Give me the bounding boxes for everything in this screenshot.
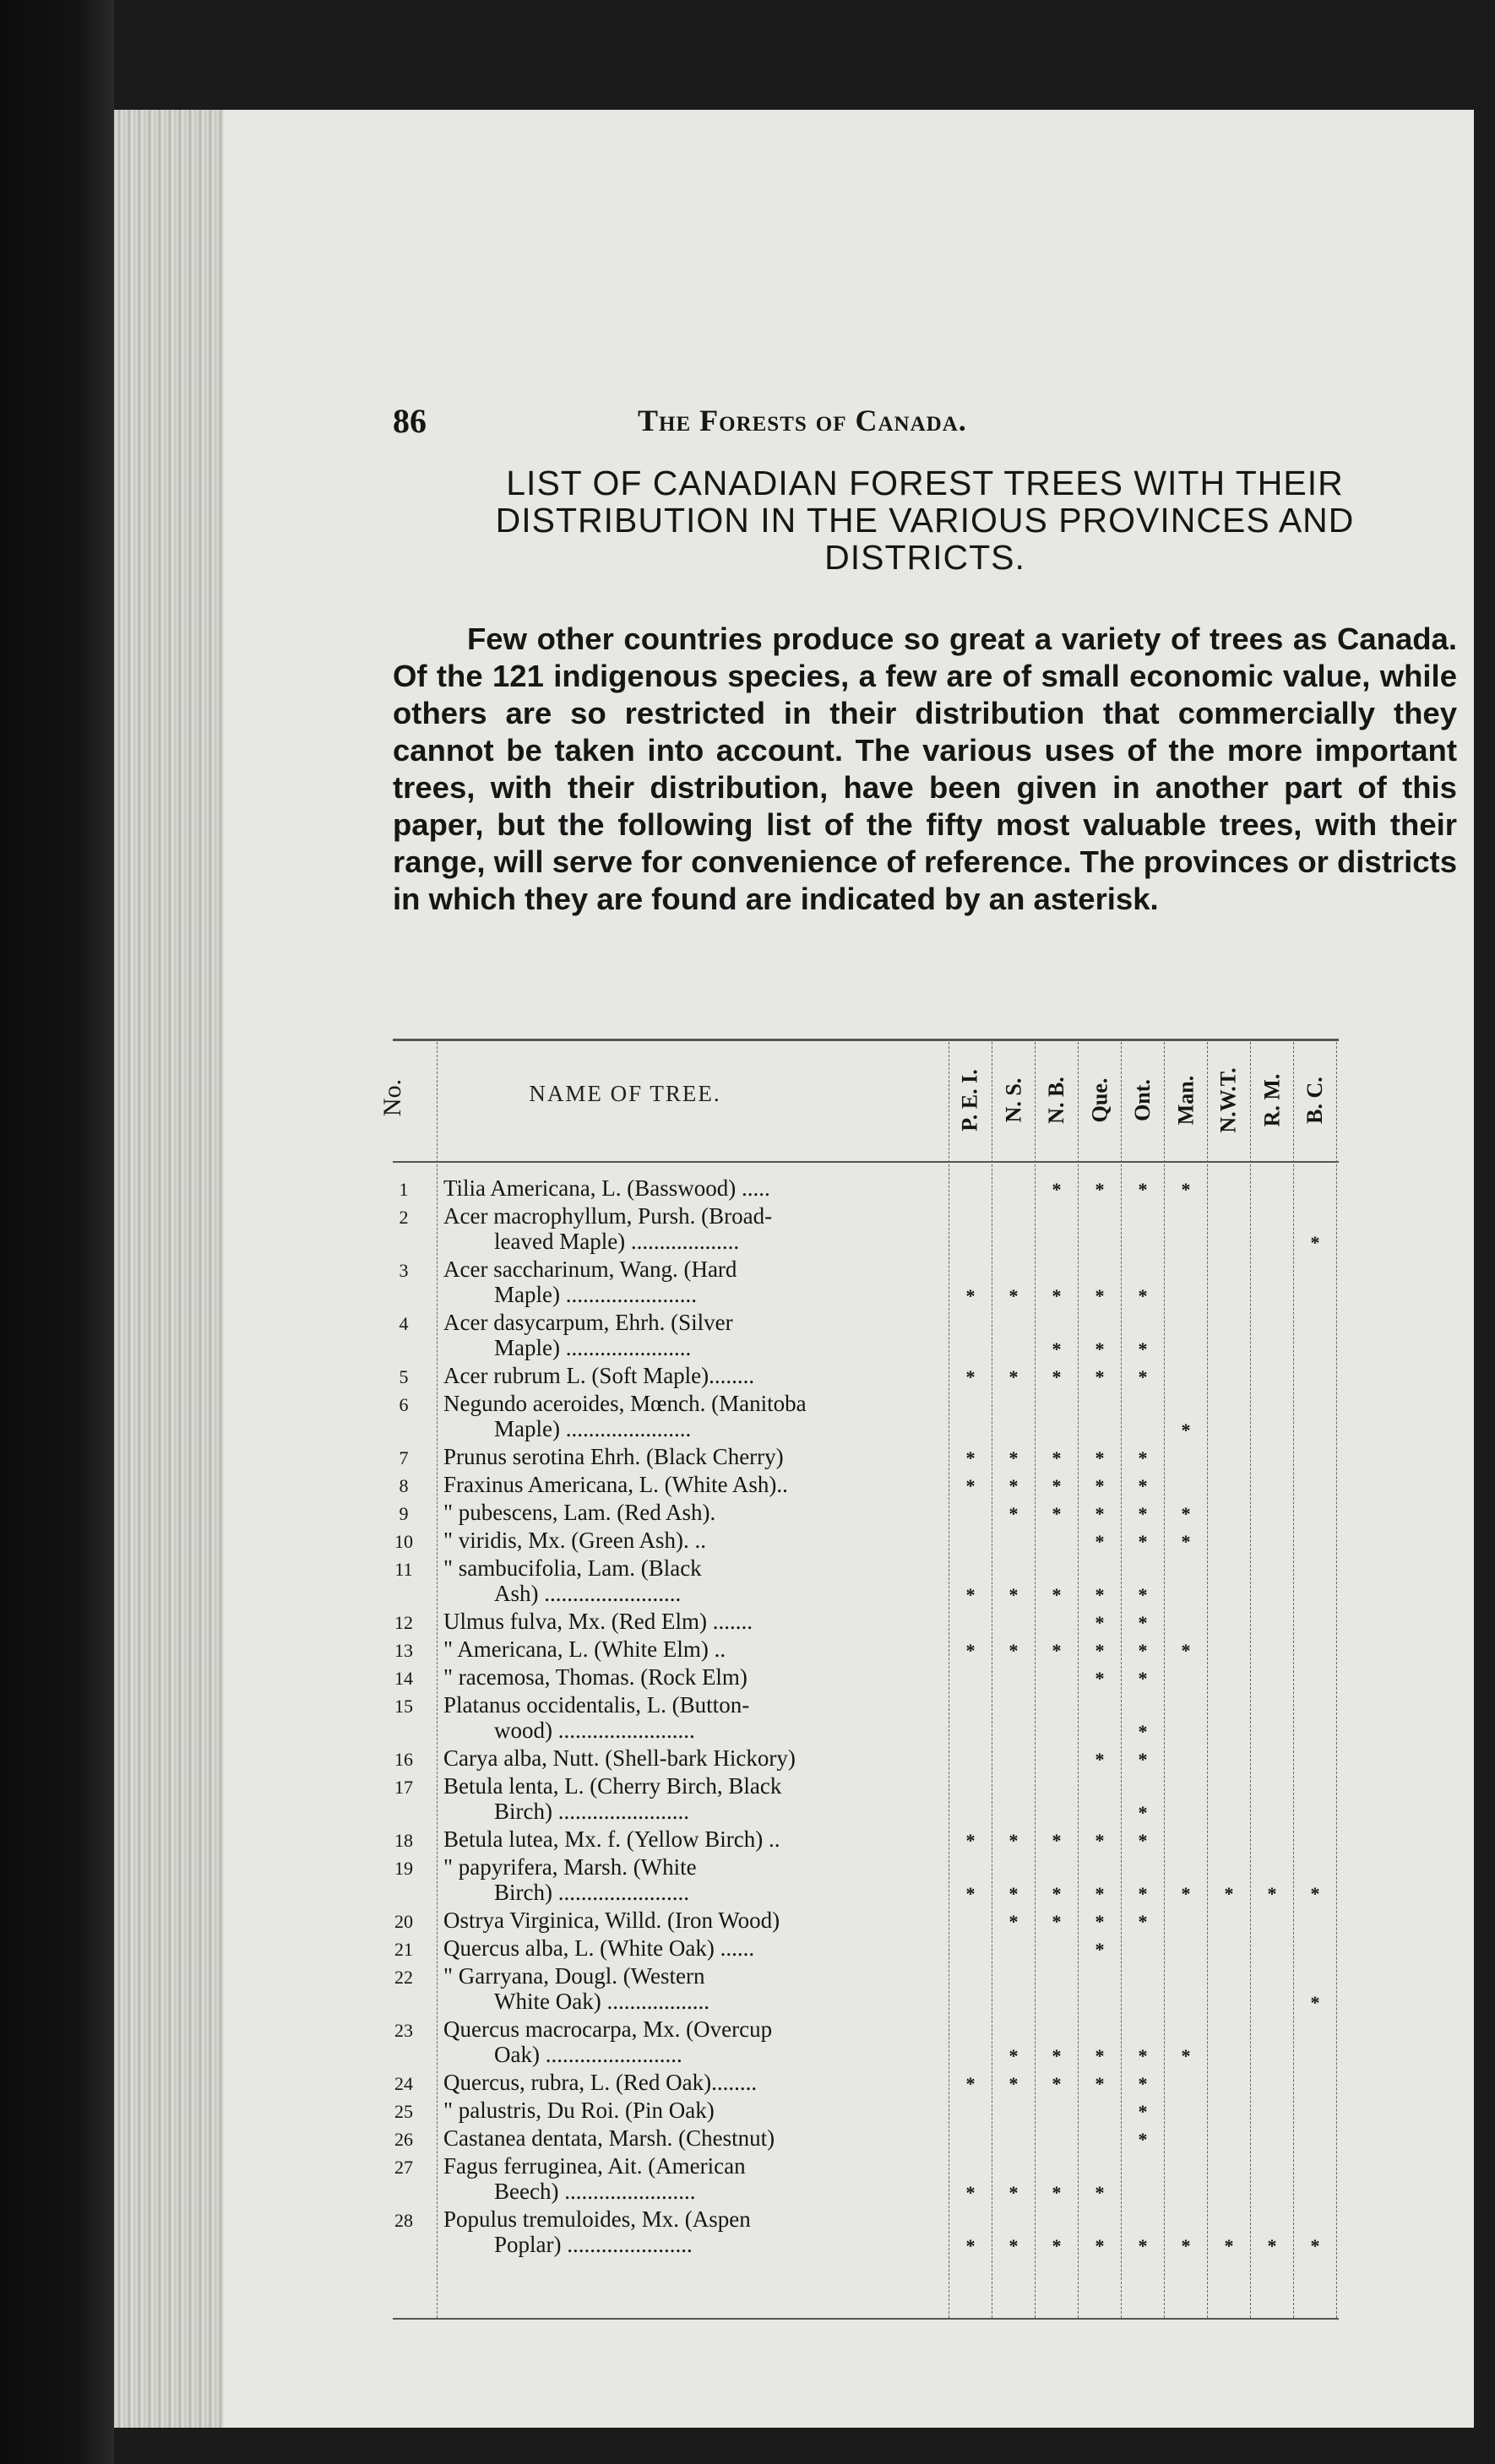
distribution-asterisk: * bbox=[1095, 1447, 1105, 1468]
distribution-asterisk: * bbox=[1008, 1503, 1019, 1524]
tree-name bbox=[443, 2125, 946, 2151]
distribution-asterisk: * bbox=[1008, 1830, 1019, 1851]
running-head bbox=[393, 401, 1457, 452]
tree-name bbox=[443, 2153, 946, 2204]
tree-name-line: Populus tremuloides, Mx. (Aspen bbox=[443, 2206, 751, 2232]
table-row bbox=[393, 2125, 1339, 2151]
tree-name bbox=[443, 2206, 946, 2257]
province-column-label: Que. bbox=[1087, 1077, 1112, 1122]
table-row bbox=[393, 1963, 1339, 2014]
distribution-asterisk: * bbox=[1181, 1179, 1191, 1200]
row-number: 5 bbox=[399, 1366, 409, 1387]
distribution-asterisk: * bbox=[1095, 2073, 1105, 2094]
tree-name-line: Quercus alba, L. (White Oak) ...... bbox=[443, 1935, 755, 1961]
tree-name bbox=[443, 1391, 946, 1441]
distribution-asterisk: * bbox=[1008, 1883, 1019, 1904]
table-row bbox=[393, 2206, 1339, 2257]
tree-name bbox=[443, 2070, 946, 2095]
province-column-label: N. B. bbox=[1044, 1076, 1068, 1124]
table-row bbox=[393, 1935, 1339, 1961]
tree-name-line: Ash) ........................ bbox=[494, 1581, 682, 1606]
province-column-header bbox=[1167, 1047, 1204, 1153]
province-column-header bbox=[1124, 1047, 1161, 1153]
province-column-label: N. S. bbox=[1001, 1077, 1025, 1122]
province-column-header bbox=[952, 1047, 989, 1153]
row-number: 26 bbox=[394, 2129, 413, 2150]
tree-name bbox=[443, 1773, 946, 1824]
row-number: 2 bbox=[399, 1207, 409, 1228]
tree-name bbox=[443, 1444, 946, 1469]
distribution-asterisk: * bbox=[1008, 2073, 1019, 2094]
page-binding-edge bbox=[114, 110, 224, 2428]
distribution-asterisk: * bbox=[1095, 2235, 1105, 2256]
province-column-header bbox=[1297, 1047, 1334, 1153]
distribution-asterisk: * bbox=[1181, 1883, 1191, 1904]
row-number: 15 bbox=[394, 1696, 413, 1717]
distribution-asterisk: * bbox=[965, 2235, 976, 2256]
tree-name-line: " Americana, L. (White Elm) .. bbox=[443, 1636, 726, 1662]
tree-name bbox=[443, 1636, 946, 1662]
tree-name bbox=[443, 1175, 946, 1201]
running-title: The Forests of Canada. bbox=[638, 404, 967, 437]
tree-name bbox=[443, 2098, 946, 2123]
distribution-asterisk: * bbox=[1267, 2235, 1277, 2256]
row-number: 16 bbox=[394, 1749, 413, 1770]
distribution-asterisk: * bbox=[1095, 1612, 1105, 1633]
distribution-asterisk: * bbox=[1138, 1285, 1148, 1306]
tree-name bbox=[443, 1826, 946, 1852]
distribution-asterisk: * bbox=[1008, 2045, 1019, 2066]
intro-paragraph: Few other countries produce so great a variety of trees as Canada. Of the 121 indigenous species, a few are of small economic value, while others are so restricted in their distribution that commercially they cannot be taken into account. The various uses of the more important trees, with their distribution, have been given in another part of this paper, but the following list of the fifty most valuable trees, with their range, will serve for convenience of reference. The provinces or districts in which they are found are indicated by an asterisk. bbox=[393, 621, 1457, 916]
distribution-asterisk: * bbox=[1310, 1883, 1320, 1904]
tree-name bbox=[443, 1664, 946, 1690]
province-column-header bbox=[995, 1047, 1032, 1153]
row-number: 23 bbox=[394, 2020, 413, 2041]
page-number: 86 bbox=[393, 402, 427, 440]
tree-name bbox=[443, 2016, 946, 2067]
distribution-asterisk: * bbox=[965, 1830, 976, 1851]
tree-name-line: " Garryana, Dougl. (Western bbox=[443, 1963, 705, 1989]
row-number: 13 bbox=[394, 1640, 413, 1661]
table-row bbox=[393, 1745, 1339, 1771]
tree-name bbox=[443, 1745, 946, 1771]
distribution-asterisk: * bbox=[1138, 1475, 1148, 1496]
tree-name bbox=[443, 1908, 946, 1933]
row-number: 22 bbox=[394, 1967, 413, 1988]
distribution-asterisk: * bbox=[1095, 2045, 1105, 2066]
tree-name bbox=[443, 1256, 946, 1307]
table-row bbox=[393, 1500, 1339, 1525]
distribution-asterisk: * bbox=[965, 1640, 976, 1661]
row-number: 20 bbox=[394, 1911, 413, 1932]
row-number: 8 bbox=[399, 1475, 409, 1496]
table-row bbox=[393, 2098, 1339, 2123]
tree-name-line: White Oak) .................. bbox=[494, 1989, 709, 2014]
distribution-asterisk: * bbox=[1052, 1475, 1062, 1496]
number-column-header: No. bbox=[378, 1078, 406, 1117]
distribution-asterisk: * bbox=[1052, 1911, 1062, 1932]
distribution-asterisk: * bbox=[1052, 2073, 1062, 2094]
distribution-asterisk: * bbox=[965, 1475, 976, 1496]
tree-name-line: Betula lutea, Mx. f. (Yellow Birch) .. bbox=[443, 1826, 780, 1852]
name-column-header: NAME OF TREE. bbox=[529, 1081, 721, 1106]
distribution-asterisk: * bbox=[1052, 1366, 1062, 1387]
province-column-label: Man. bbox=[1173, 1075, 1198, 1125]
tree-name bbox=[443, 1692, 946, 1743]
tree-name-line: Ulmus fulva, Mx. (Red Elm) ....... bbox=[443, 1609, 753, 1634]
tree-name bbox=[443, 1854, 946, 1905]
tree-name bbox=[443, 1963, 946, 2014]
table-row bbox=[393, 1636, 1339, 1662]
province-column-label: B. C. bbox=[1302, 1076, 1327, 1124]
tree-name-line: Acer saccharinum, Wang. (Hard bbox=[443, 1256, 737, 1282]
tree-name-line: Platanus occidentalis, L. (Button- bbox=[443, 1692, 750, 1718]
distribution-asterisk: * bbox=[1181, 2235, 1191, 2256]
province-column-header bbox=[1038, 1047, 1075, 1153]
tree-name-line: Birch) ....................... bbox=[494, 1799, 689, 1824]
tree-name-line: Quercus, rubra, L. (Red Oak)........ bbox=[443, 2070, 758, 2095]
table-top-rule bbox=[393, 1039, 1339, 1041]
distribution-asterisk: * bbox=[965, 1883, 976, 1904]
distribution-asterisk: * bbox=[1138, 2073, 1148, 2094]
distribution-asterisk: * bbox=[1052, 1584, 1062, 1605]
distribution-asterisk: * bbox=[1052, 1640, 1062, 1661]
table-header-rule bbox=[393, 1161, 1339, 1163]
distribution-asterisk: * bbox=[1008, 1447, 1019, 1468]
row-number: 10 bbox=[394, 1531, 413, 1552]
distribution-asterisk: * bbox=[1095, 2182, 1105, 2203]
distribution-asterisk: * bbox=[1138, 1179, 1148, 1200]
distribution-asterisk: * bbox=[1181, 1531, 1191, 1552]
table-row bbox=[393, 2070, 1339, 2095]
table-row bbox=[393, 1908, 1339, 1933]
table-row bbox=[393, 1664, 1339, 1690]
distribution-asterisk: * bbox=[1138, 1503, 1148, 1524]
tree-name-line: wood) ........................ bbox=[494, 1718, 695, 1743]
tree-name bbox=[443, 1310, 946, 1360]
distribution-asterisk: * bbox=[1138, 2101, 1148, 2122]
distribution-asterisk: * bbox=[1095, 1830, 1105, 1851]
tree-name-line: Oak) ........................ bbox=[494, 2042, 682, 2067]
row-number: 4 bbox=[399, 1313, 409, 1334]
distribution-asterisk: * bbox=[1267, 1883, 1277, 1904]
distribution-asterisk: * bbox=[965, 1285, 976, 1306]
distribution-asterisk: * bbox=[965, 2073, 976, 2094]
distribution-asterisk: * bbox=[1052, 1179, 1062, 1200]
distribution-asterisk: * bbox=[1138, 1366, 1148, 1387]
row-number: 12 bbox=[394, 1612, 413, 1633]
tree-name-line: leaved Maple) ................... bbox=[494, 1229, 740, 1254]
table-bottom-rule bbox=[393, 2318, 1339, 2320]
tree-name-line: Fagus ferruginea, Ait. (American bbox=[443, 2153, 746, 2179]
table-row bbox=[393, 1609, 1339, 1634]
distribution-asterisk: * bbox=[1138, 1584, 1148, 1605]
distribution-asterisk: * bbox=[1052, 1883, 1062, 1904]
table-row bbox=[393, 1256, 1339, 1307]
tree-name bbox=[443, 1472, 946, 1497]
tree-name bbox=[443, 1609, 946, 1634]
row-number: 28 bbox=[394, 2210, 413, 2231]
distribution-asterisk: * bbox=[1138, 1830, 1148, 1851]
distribution-asterisk: * bbox=[1008, 1475, 1019, 1496]
province-column-header bbox=[1210, 1047, 1248, 1153]
province-column-label: R. M. bbox=[1259, 1073, 1285, 1126]
distribution-asterisk: * bbox=[1095, 1531, 1105, 1552]
distribution-asterisk: * bbox=[1095, 1584, 1105, 1605]
table-row bbox=[393, 1555, 1339, 1606]
distribution-asterisk: * bbox=[1138, 1612, 1148, 1633]
distribution-asterisk: * bbox=[1138, 1640, 1148, 1661]
tree-name-line: " papyrifera, Marsh. (White bbox=[443, 1854, 697, 1880]
scan-background bbox=[0, 0, 114, 2464]
distribution-asterisk: * bbox=[965, 1447, 976, 1468]
tree-name-line: " pubescens, Lam. (Red Ash). bbox=[443, 1500, 716, 1525]
distribution-asterisk: * bbox=[1052, 1830, 1062, 1851]
distribution-asterisk: * bbox=[1095, 1338, 1105, 1360]
tree-name-line: Tilia Americana, L. (Basswood) ..... bbox=[443, 1175, 770, 1201]
table-row bbox=[393, 1773, 1339, 1824]
distribution-asterisk: * bbox=[1138, 1911, 1148, 1932]
tree-name bbox=[443, 1363, 946, 1388]
distribution-asterisk: * bbox=[1052, 2045, 1062, 2066]
province-column-header bbox=[1253, 1047, 1291, 1153]
tree-name bbox=[443, 1500, 946, 1525]
distribution-asterisk: * bbox=[1008, 1640, 1019, 1661]
distribution-asterisk: * bbox=[1181, 1419, 1191, 1441]
distribution-asterisk: * bbox=[1052, 2235, 1062, 2256]
distribution-asterisk: * bbox=[1310, 2235, 1320, 2256]
distribution-asterisk: * bbox=[1138, 1802, 1148, 1823]
tree-name bbox=[443, 1528, 946, 1553]
tree-name-line: " palustris, Du Roi. (Pin Oak) bbox=[443, 2098, 715, 2123]
distribution-asterisk: * bbox=[1181, 1503, 1191, 1524]
tree-name bbox=[443, 1555, 946, 1606]
province-column-label: P. E. I. bbox=[958, 1068, 982, 1132]
row-number: 21 bbox=[394, 1939, 413, 1960]
table-row bbox=[393, 1363, 1339, 1388]
table-row bbox=[393, 1826, 1339, 1852]
distribution-asterisk: * bbox=[1095, 1366, 1105, 1387]
distribution-asterisk: * bbox=[1138, 1749, 1148, 1770]
row-number: 1 bbox=[399, 1179, 409, 1200]
distribution-asterisk: * bbox=[1181, 1640, 1191, 1661]
table-row bbox=[393, 1391, 1339, 1441]
distribution-asterisk: * bbox=[1008, 1584, 1019, 1605]
row-number: 17 bbox=[394, 1777, 413, 1798]
row-number: 27 bbox=[394, 2157, 413, 2178]
distribution-asterisk: * bbox=[1095, 1475, 1105, 1496]
distribution-asterisk: * bbox=[1095, 1749, 1105, 1770]
table-row bbox=[393, 1444, 1339, 1469]
distribution-asterisk: * bbox=[1138, 1531, 1148, 1552]
distribution-asterisk: * bbox=[1224, 1883, 1234, 1904]
row-number: 3 bbox=[399, 1260, 409, 1281]
distribution-asterisk: * bbox=[1138, 2235, 1148, 2256]
tree-name-line: Birch) ....................... bbox=[494, 1880, 689, 1905]
distribution-asterisk: * bbox=[1310, 1992, 1320, 2013]
tree-name-line: Beech) ....................... bbox=[494, 2179, 696, 2204]
tree-name-line: Acer macrophyllum, Pursh. (Broad- bbox=[443, 1203, 773, 1229]
row-number: 19 bbox=[394, 1858, 413, 1879]
table-row bbox=[393, 1528, 1339, 1553]
province-column-header bbox=[1081, 1047, 1118, 1153]
distribution-asterisk: * bbox=[1138, 1668, 1148, 1689]
tree-name-line: Carya alba, Nutt. (Shell-bark Hickory) bbox=[443, 1745, 796, 1771]
main-heading: LIST OF CANADIAN FOREST TREES WITH THEIR DISTRIBUTION IN THE VARIOUS PROVINCES AND DISTRICTS. bbox=[495, 464, 1355, 577]
table-row bbox=[393, 1692, 1339, 1743]
distribution-asterisk: * bbox=[1224, 2235, 1234, 2256]
tree-name-line: Ostrya Virginica, Willd. (Iron Wood) bbox=[443, 1908, 780, 1933]
tree-name bbox=[443, 1935, 946, 1961]
distribution-asterisk: * bbox=[1095, 1939, 1105, 1960]
distribution-asterisk: * bbox=[1181, 2045, 1191, 2066]
tree-name-line: Quercus macrocarpa, Mx. (Overcup bbox=[443, 2016, 773, 2042]
distribution-asterisk: * bbox=[965, 1366, 976, 1387]
distribution-asterisk: * bbox=[1138, 1721, 1148, 1742]
distribution-asterisk: * bbox=[1095, 1883, 1105, 1904]
row-number: 14 bbox=[394, 1668, 413, 1689]
table-row bbox=[393, 2153, 1339, 2204]
distribution-asterisk: * bbox=[1008, 2182, 1019, 2203]
distribution-asterisk: * bbox=[1052, 2182, 1062, 2203]
tree-name-line: Negundo aceroides, Mœnch. (Manitoba bbox=[443, 1391, 807, 1416]
table-row bbox=[393, 1310, 1339, 1360]
tree-name-line: Castanea dentata, Marsh. (Chestnut) bbox=[443, 2125, 775, 2151]
tree-name-line: Fraxinus Americana, L. (White Ash).. bbox=[443, 1472, 788, 1497]
row-number: 18 bbox=[394, 1830, 413, 1851]
tree-name-line: " viridis, Mx. (Green Ash). .. bbox=[443, 1528, 706, 1553]
distribution-asterisk: * bbox=[965, 2182, 976, 2203]
row-number: 9 bbox=[399, 1503, 409, 1524]
distribution-asterisk: * bbox=[1138, 1883, 1148, 1904]
distribution-asterisk: * bbox=[1095, 1668, 1105, 1689]
distribution-asterisk: * bbox=[1095, 1179, 1105, 1200]
distribution-asterisk: * bbox=[1095, 1503, 1105, 1524]
tree-name-line: Maple) ....................... bbox=[494, 1282, 697, 1307]
row-number: 24 bbox=[394, 2073, 413, 2094]
tree-name bbox=[443, 1203, 946, 1254]
distribution-asterisk: * bbox=[1095, 1911, 1105, 1932]
distribution-asterisk: * bbox=[1138, 1447, 1148, 1468]
distribution-asterisk: * bbox=[965, 1584, 976, 1605]
distribution-asterisk: * bbox=[1138, 2045, 1148, 2066]
table-row bbox=[393, 1472, 1339, 1497]
tree-name-line: Maple) ...................... bbox=[494, 1335, 692, 1360]
tree-name-line: " racemosa, Thomas. (Rock Elm) bbox=[443, 1664, 748, 1690]
province-column-label: Ont. bbox=[1130, 1078, 1155, 1121]
table-row bbox=[393, 1175, 1339, 1201]
distribution-asterisk: * bbox=[1095, 1285, 1105, 1306]
distribution-asterisk: * bbox=[1138, 1338, 1148, 1360]
tree-name-line: Prunus serotina Ehrh. (Black Cherry) bbox=[443, 1444, 784, 1469]
tree-name-line: Acer dasycarpum, Ehrh. (Silver bbox=[443, 1310, 733, 1335]
row-number: 7 bbox=[399, 1447, 409, 1468]
distribution-asterisk: * bbox=[1008, 1911, 1019, 1932]
distribution-asterisk: * bbox=[1052, 1447, 1062, 1468]
province-column-label: N.W.T. bbox=[1216, 1066, 1241, 1133]
book-page bbox=[114, 110, 1474, 2428]
row-number: 25 bbox=[394, 2101, 413, 2122]
distribution-asterisk: * bbox=[1008, 1285, 1019, 1306]
distribution-asterisk: * bbox=[1052, 1285, 1062, 1306]
row-number: 6 bbox=[399, 1394, 409, 1415]
distribution-asterisk: * bbox=[1138, 2129, 1148, 2150]
distribution-asterisk: * bbox=[1008, 2235, 1019, 2256]
table-row bbox=[393, 2016, 1339, 2067]
distribution-asterisk: * bbox=[1008, 1366, 1019, 1387]
distribution-asterisk: * bbox=[1052, 1503, 1062, 1524]
distribution-asterisk: * bbox=[1095, 1640, 1105, 1661]
row-number: 11 bbox=[394, 1559, 413, 1580]
distribution-asterisk: * bbox=[1310, 1232, 1320, 1253]
tree-name-line: Acer rubrum L. (Soft Maple)........ bbox=[443, 1363, 755, 1388]
table-row bbox=[393, 1854, 1339, 1905]
table-row bbox=[393, 1203, 1339, 1254]
distribution-asterisk: * bbox=[1052, 1338, 1062, 1360]
tree-name-line: " sambucifolia, Lam. (Black bbox=[443, 1555, 702, 1581]
tree-name-line: Poplar) ...................... bbox=[494, 2232, 693, 2257]
tree-name-line: Maple) ...................... bbox=[494, 1416, 692, 1441]
tree-name-line: Betula lenta, L. (Cherry Birch, Black bbox=[443, 1773, 782, 1799]
